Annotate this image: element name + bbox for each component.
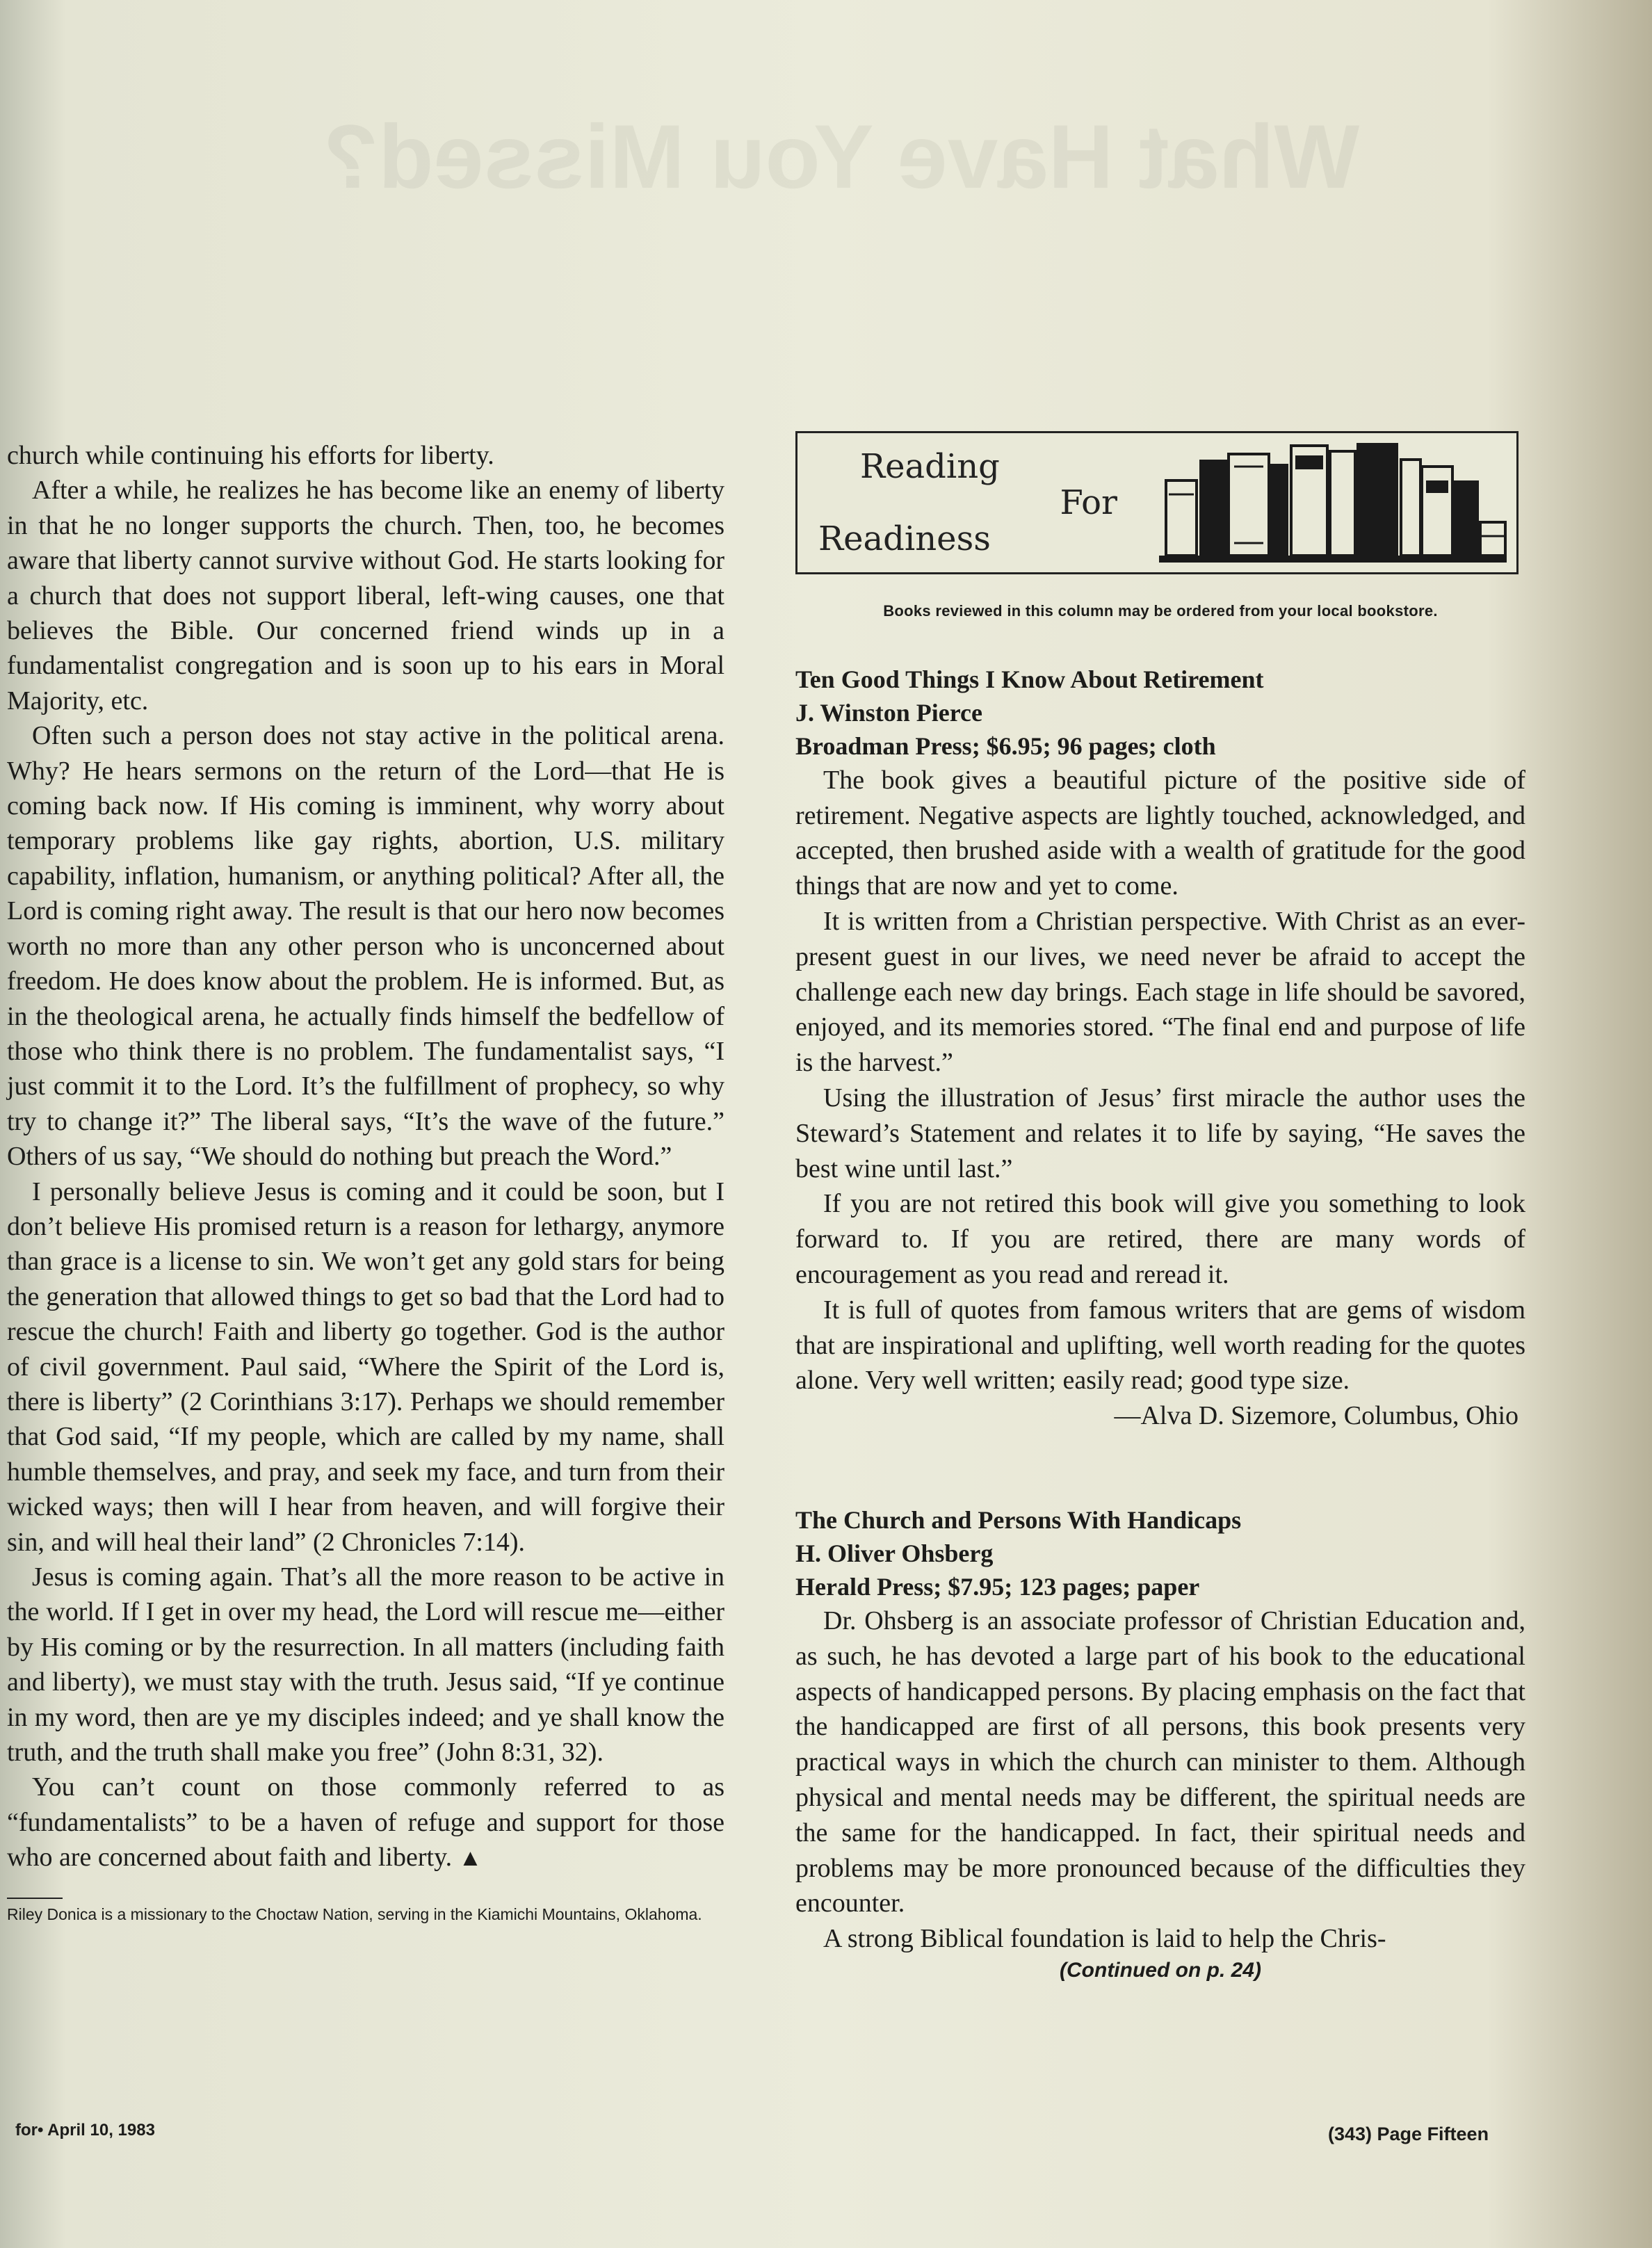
order-note: Books reviewed in this column may be ordered from your local bookstore.	[883, 602, 1438, 620]
review-1-paragraph: Using the illustration of Jesus’ first miracle the author uses the Steward’s Statement and relates it to life by saying, “He saves the best wine until last.”	[795, 1083, 1525, 1183]
article-paragraph: church while continuing his efforts for liberty.	[7, 441, 494, 470]
column-banner-title	[818, 448, 1145, 557]
article-paragraph-last	[7, 1770, 724, 1876]
review-1-title: Ten Good Things I Know About Retirement	[795, 665, 1264, 693]
review-2-author: H. Oliver Ohsberg	[795, 1539, 994, 1567]
article-paragraph: After a while, he realizes he has become like an enemy of liberty in that he no longer supports the church. Then, too, he becomes aware that liberty cannot survive without God. He starts looking for a church that does not support liberal, left-wing causes, one that believes the Bible. Our concerned friend winds up in a fundamentalist congregation and is soon up to his ears in Moral Majority, etc.	[7, 476, 724, 715]
article-paragraph: Jesus is coming again. That’s all the more reason to be active in the world. If I get in over my head, the Lord will rescue me—either by His coming or by the resurrection. In all matters (including faith and liberty), we must stay with the truth. Jesus said, “If ye continue in my word, then are ye my disciples indeed; and ye shall know the truth, and the truth shall make you free” (John 8:31, 32).	[7, 1562, 724, 1768]
end-mark-icon: ▲	[458, 1845, 483, 1872]
review-separator	[795, 1434, 1525, 1503]
banner-line-readiness: Readiness	[818, 519, 991, 558]
review-1-paragraph: The book gives a beautiful picture of the positive side of retirement. Negative aspects are lightly touched, acknowledged, and accepted, then brushed aside with a wealth of gratitude for the good things that are now and yet to come.	[795, 765, 1525, 901]
page-number: (343) Page Fifteen	[1328, 2124, 1489, 2144]
article-paragraph: Often such a person does not stay active in the political arena. Why? He hears sermons on the return of the Lord—that He is coming back now. If His coming is imminent, why worry about temporary problems like gay rights, abortion, U.S. military capability, inflation, humanism, or anything political? After all, the Lord is coming right away. The result is that our hero now becomes worth no more than any other person who is unconcerned about freedom. He does know about the problem. He is informed. But, as in the theological arena, he actually finds himself the bedfellow of those who think there is no problem. The fundamentalist says, “I just commit it to the Lord. It’s the fulfillment of prophecy, so why try to change it?” The liberal says, “It’s the wave of the future.” Others of us say, “We should do nothing but preach the Word.”	[7, 721, 724, 1172]
author-footnote: Riley Donica is a missionary to the Choctaw Nation, serving in the Kiamichi Mountains, Oklahoma.	[7, 1905, 702, 1923]
review-2-title: The Church and Persons With Handicaps	[795, 1505, 1242, 1534]
review-2-paragraph: A strong Biblical foundation is laid to help the Chris-	[823, 1924, 1386, 1954]
review-2-paragraph: Dr. Ohsberg is an associate professor of Christian Education and, as such, he has devoted a large part of his book to the educational aspects of handicapped persons. By placing emphasis on the fact that the handicapped are first of all persons, this book presents very practical ways in which the church can minister to them. Although physical and mental needs may be different, the spiritual needs are the same for the handicapped. In fact, their spiritual needs and problems may be more pronounced because of the difficulties they encounter.	[795, 1606, 1525, 1918]
show-through-title: What Have You Missed?	[323, 106, 1360, 207]
book-review-column	[795, 431, 1525, 1984]
review-1-paragraph: It is written from a Christian perspective. With Christ as an ever-present guest in our lives, we need never be afraid to accept the challenge each new day brings. Each stage in life should be savored, enjoyed, and its memories stored. “The final end and purpose of life is the harvest.”	[795, 906, 1525, 1078]
banner-line-reading: Reading	[860, 447, 1000, 486]
review-1-signature: —Alva D. Sizemore, Columbus, Ohio	[1114, 1401, 1519, 1431]
article-left-column	[7, 438, 724, 1924]
column-banner	[795, 431, 1519, 574]
footnote-divider	[7, 1898, 63, 1899]
article-paragraph-text: You can’t count on those commonly referred to as “fundamentalists” to be a haven of refuge and support for those who are concerned about faith and liberty.	[7, 1772, 724, 1873]
continued-note: (Continued on p. 24)	[1060, 1958, 1261, 1982]
review-1-author: J. Winston Pierce	[795, 698, 982, 727]
banner-line-for: For	[1060, 483, 1117, 522]
review-2-publisher: Herald Press; $7.95; 123 pages; paper	[795, 1572, 1200, 1601]
review-1-publisher: Broadman Press; $6.95; 96 pages; cloth	[795, 731, 1216, 760]
books-on-shelf-icon	[1159, 439, 1507, 569]
issue-date: for• April 10, 1983	[15, 2121, 155, 2140]
article-paragraph: I personally believe Jesus is coming and it could be soon, but I don’t believe His promised return is a reason for lethargy, anymore than grace is a license to sin. We won’t get any gold stars for being the generation that allowed things to get so bad that the Lord had to rescue the church! Faith and liberty go together. God is the author of civil government. Paul said, “Where the Spirit of the Lord is, there is liberty” (2 Corinthians 3:17). Perhaps we should remember that God said, “If my people, which are called by my name, shall humble themselves, and pray, and seek my face, and turn from their wicked ways; then will I hear from heaven, and will forgive their sin, and will heal their land” (2 Chronicles 7:14).	[7, 1176, 724, 1557]
review-1-paragraph: It is full of quotes from famous writers that are gems of wisdom that are inspirational and uplifting, well worth reading for the quotes alone. Very well written; easily read; good type size.	[795, 1295, 1525, 1396]
review-1-paragraph: If you are not retired this book will give you something to look forward to. If you are retired, there are many words of encouragement as you read and reread it.	[795, 1189, 1525, 1289]
